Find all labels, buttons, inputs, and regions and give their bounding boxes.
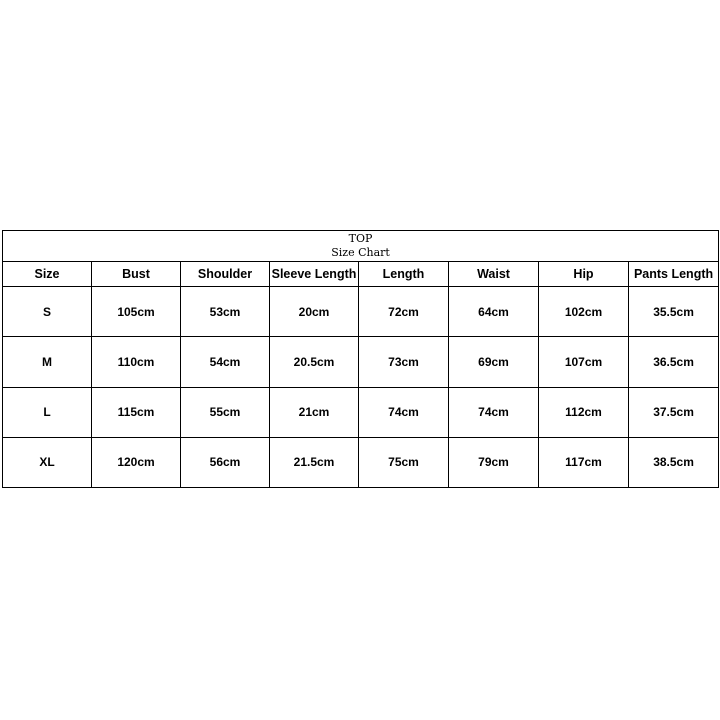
table-title (3, 231, 719, 262)
table-cell: 20.5cm (270, 337, 359, 387)
table-cell: 117cm (539, 437, 629, 487)
column-header: Pants Length (629, 262, 719, 287)
table-cell: 102cm (539, 287, 629, 337)
table-cell: 21.5cm (270, 437, 359, 487)
table-cell: 38.5cm (629, 437, 719, 487)
table-row (3, 337, 719, 387)
table-cell: 36.5cm (629, 337, 719, 387)
table-cell: 74cm (359, 387, 449, 437)
column-header: Shoulder (181, 262, 270, 287)
table-cell: 56cm (181, 437, 270, 487)
table-cell: 120cm (92, 437, 181, 487)
column-header: Bust (92, 262, 181, 287)
table-cell: 21cm (270, 387, 359, 437)
table-cell: 72cm (359, 287, 449, 337)
subtitle-text: Size Chart (331, 246, 390, 260)
table-cell: L (3, 387, 92, 437)
header-row (3, 262, 719, 287)
table-cell: 105cm (92, 287, 181, 337)
table-cell: 55cm (181, 387, 270, 437)
table-row (3, 437, 719, 487)
title-row (3, 231, 719, 262)
table-cell: 54cm (181, 337, 270, 387)
table-cell: 110cm (92, 337, 181, 387)
table-cell: 79cm (449, 437, 539, 487)
title-text: TOP (348, 232, 373, 246)
size-chart-table (2, 230, 719, 488)
column-header: Hip (539, 262, 629, 287)
column-header: Length (359, 262, 449, 287)
table-cell: 115cm (92, 387, 181, 437)
table-cell: 75cm (359, 437, 449, 487)
table-cell: 112cm (539, 387, 629, 437)
table-row (3, 287, 719, 337)
table-cell: M (3, 337, 92, 387)
column-header: Waist (449, 262, 539, 287)
table-row (3, 387, 719, 437)
table-cell: 35.5cm (629, 287, 719, 337)
table-cell: 69cm (449, 337, 539, 387)
table-cell: XL (3, 437, 92, 487)
table-cell: 64cm (449, 287, 539, 337)
table-cell: 107cm (539, 337, 629, 387)
column-header: Sleeve Length (270, 262, 359, 287)
table-cell: 37.5cm (629, 387, 719, 437)
table-cell: 53cm (181, 287, 270, 337)
table-cell: 20cm (270, 287, 359, 337)
column-header: Size (3, 262, 92, 287)
table-cell: S (3, 287, 92, 337)
table-cell: 73cm (359, 337, 449, 387)
table-cell: 74cm (449, 387, 539, 437)
